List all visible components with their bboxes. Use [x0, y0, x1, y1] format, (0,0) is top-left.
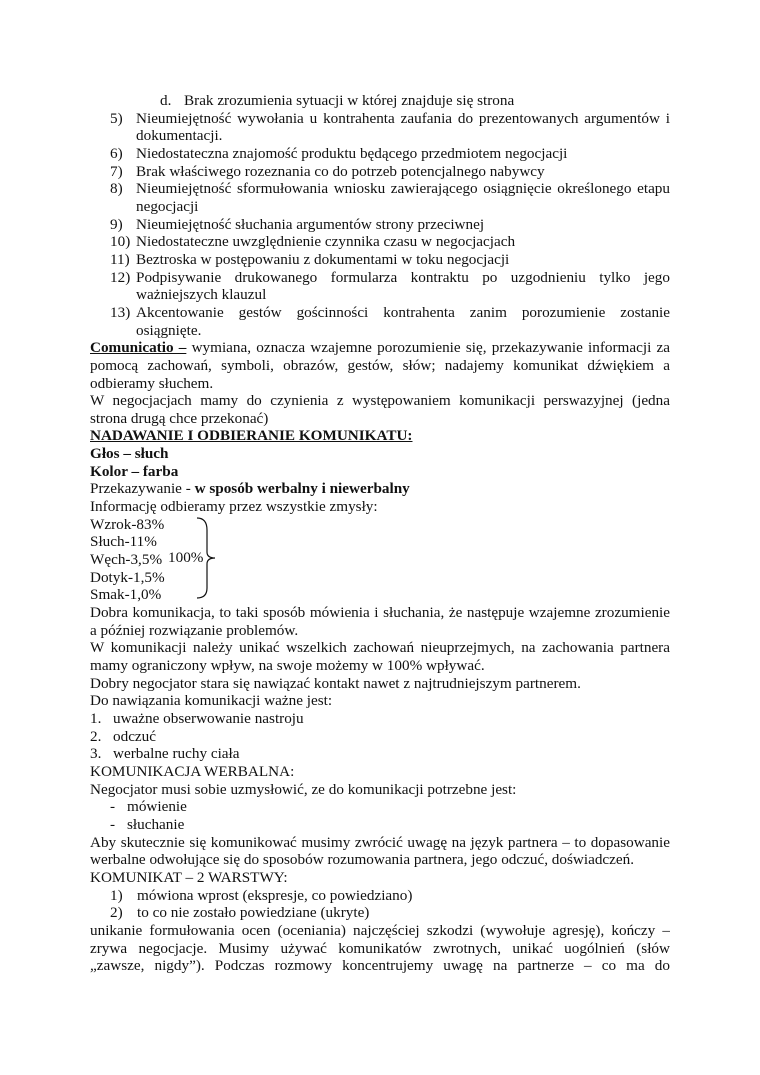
list-text: Nieumiejętność wywołania u kontrahenta zaufania do prezentowanych argumentów i — [136, 109, 670, 127]
list-marker: 5) — [110, 109, 123, 127]
document-page — [90, 92, 670, 975]
list-marker: 10) — [110, 233, 131, 251]
section-heading: KOMUNIKACJA WERBALNA: — [90, 762, 295, 780]
paragraph-text: Przekazywanie - — [90, 480, 195, 498]
layer-item — [90, 887, 670, 905]
list-text: Beztroska w postępowaniu z dokumentami w toku negocjacji — [136, 250, 510, 268]
paragraph-text: Do nawiązania komunikacji ważne jest: — [90, 692, 333, 710]
section-heading: NADAWANIE I ODBIERANIE KOMUNIKATU: — [90, 427, 413, 445]
list-text: Nieumiejętność sformułowania wniosku zawierającego osiągnięcie określonego etapu — [136, 180, 670, 198]
list-marker: 12) — [110, 268, 131, 286]
paragraph-text: strona drugą chce przekonać) — [90, 409, 269, 427]
list-marker: d. — [160, 92, 172, 109]
paragraph-text: werbalne odwołujące się do sposobów rozumowania partnera, jego odczuć, doświadczeń. — [90, 851, 635, 869]
list-text: dokumentacji. — [136, 127, 223, 145]
list-marker: 8) — [110, 180, 123, 198]
list-item-11 — [90, 251, 670, 269]
list-text: Brak właściwego rozeznania co do potrzeb potencjalnego nabywcy — [136, 162, 545, 180]
list-text: to co nie zostało powiedziane (ukryte) — [137, 904, 370, 922]
list-text: Niedostateczna znajomość produktu będącego przedmiotem negocjacji — [136, 144, 568, 162]
list-marker: 9) — [110, 215, 123, 233]
list-item-12 — [90, 269, 670, 287]
paragraph-text: Dobry negocjator stara się nawiązać kontakt nawet z najtrudniejszym partnerem. — [90, 674, 581, 692]
sense-item: Węch-3,5% — [90, 551, 163, 569]
list-marker: 1. — [90, 709, 102, 727]
paragraph-text: a później rozwiązanie problemów. — [90, 621, 299, 639]
list-item-13 — [90, 304, 670, 322]
list-text: mówiona wprost (ekspresje, co powiedziano) — [137, 886, 413, 904]
list-item-8 — [90, 180, 670, 198]
list-marker: 6) — [110, 144, 123, 162]
numbered-item — [90, 745, 670, 763]
bold-line: Głos – słuch — [90, 445, 169, 463]
list-text: Nieumiejętność słuchania argumentów strony przeciwnej — [136, 215, 485, 233]
list-text: osiągnięte. — [136, 321, 202, 339]
list-text: ważniejszych klauzul — [136, 286, 267, 304]
bold-line: Kolor – farba — [90, 462, 179, 480]
list-item-9 — [90, 216, 670, 234]
paragraph-text: Dobra komunikacja, to taki sposób mówienia i słuchania, że następuje wzajemne zrozumienie — [90, 604, 670, 622]
comunicatio-definition — [90, 339, 670, 357]
przekazywanie-line — [90, 480, 670, 498]
list-item-d — [90, 92, 670, 110]
list-marker: - — [110, 798, 116, 816]
list-marker: 3. — [90, 745, 102, 763]
list-text: Brak zrozumienia sytuacji w której znajduje się strona — [184, 92, 515, 109]
paragraph-text: W komunikacji należy unikać wszelkich zachowań nieuprzejmych, na zachowania partnera — [90, 639, 670, 657]
list-text: mówienie — [127, 798, 187, 816]
sense-item: Dotyk-1,5% — [90, 568, 165, 586]
list-item-7 — [90, 163, 670, 181]
layer-item — [90, 904, 670, 922]
paragraph-text: W negocjacjach mamy do czynienia z występowaniem komunikacji perswazyjnej (jedna — [90, 392, 670, 410]
list-text: werbalne ruchy ciała — [113, 745, 240, 763]
list-text: słuchanie — [127, 815, 185, 833]
sense-item: Smak-1,0% — [90, 586, 162, 604]
numbered-item — [90, 710, 670, 728]
dash-item — [90, 816, 670, 834]
paragraph-text: Negocjator musi sobie uzmysłowić, ze do komunikacji potrzebne jest: — [90, 780, 517, 798]
list-text: Akcentowanie gestów gościnności kontrahenta zanim porozumienie zostanie — [136, 303, 670, 321]
list-marker: 2. — [90, 727, 102, 745]
paragraph-text: pomocą zachowań, symboli, obrazów, gestów, słów; nadajemy komunikat dźwiękiem a — [90, 356, 670, 374]
dash-item — [90, 798, 670, 816]
list-item-6 — [90, 145, 670, 163]
list-marker: 13) — [110, 303, 131, 321]
list-text: negocjacji — [136, 197, 199, 215]
list-marker: 11) — [110, 250, 130, 268]
paragraph-text: mamy ograniczony wpływ, na swoje możemy w 100% wpływać. — [90, 657, 485, 674]
bold-text: w sposób werbalny i niewerbalny — [194, 480, 410, 498]
paragraph-text: odbieramy słuchem. — [90, 374, 214, 392]
numbered-item — [90, 728, 670, 746]
list-marker: 1) — [110, 886, 123, 904]
list-text: odczuć — [113, 727, 157, 745]
paragraph-text: Informację odbieramy przez wszystkie zmysły: — [90, 498, 378, 516]
list-item-10 — [90, 233, 670, 251]
paragraph-text: wymiana, oznacza wzajemne porozumienie się, przekazywanie informacji za — [191, 339, 670, 357]
section-heading: KOMUNIKAT – 2 WARSTWY: — [90, 868, 288, 886]
list-text: uważne obserwowanie nastroju — [113, 709, 304, 727]
sense-item: Słuch-11% — [90, 533, 157, 551]
paragraph-text: zrywa negocjacje. Musimy używać komunikatów zwrotnych, unikać uogólnień (słów — [90, 939, 670, 957]
sense-item: Wzrok-83% — [90, 515, 165, 533]
list-marker: - — [110, 815, 116, 833]
comunicatio-term: Comunicatio – — [90, 339, 187, 357]
senses-total: 100% — [168, 549, 204, 566]
paragraph-text: unikanie formułowania ocen (oceniania) najczęściej szkodzi (wywołuje agresję), kończy – — [90, 921, 670, 939]
list-text: Podpisywanie drukowanego formularza kontraktu po uzgodnieniu tylko jego — [136, 268, 670, 286]
list-marker: 7) — [110, 162, 123, 180]
list-item-5 — [90, 110, 670, 128]
list-text: Niedostateczne uwzględnienie czynnika czasu w negocjacjach — [136, 233, 516, 251]
paragraph-text: Aby skutecznie się komunikować musimy zwrócić uwagę na język partnera – to dopasowanie — [90, 833, 670, 851]
list-marker: 2) — [110, 904, 123, 922]
paragraph-text: „zawsze, nigdy”). Podczas rozmowy koncentrujemy uwagę na partnerze – co ma do — [90, 957, 670, 975]
